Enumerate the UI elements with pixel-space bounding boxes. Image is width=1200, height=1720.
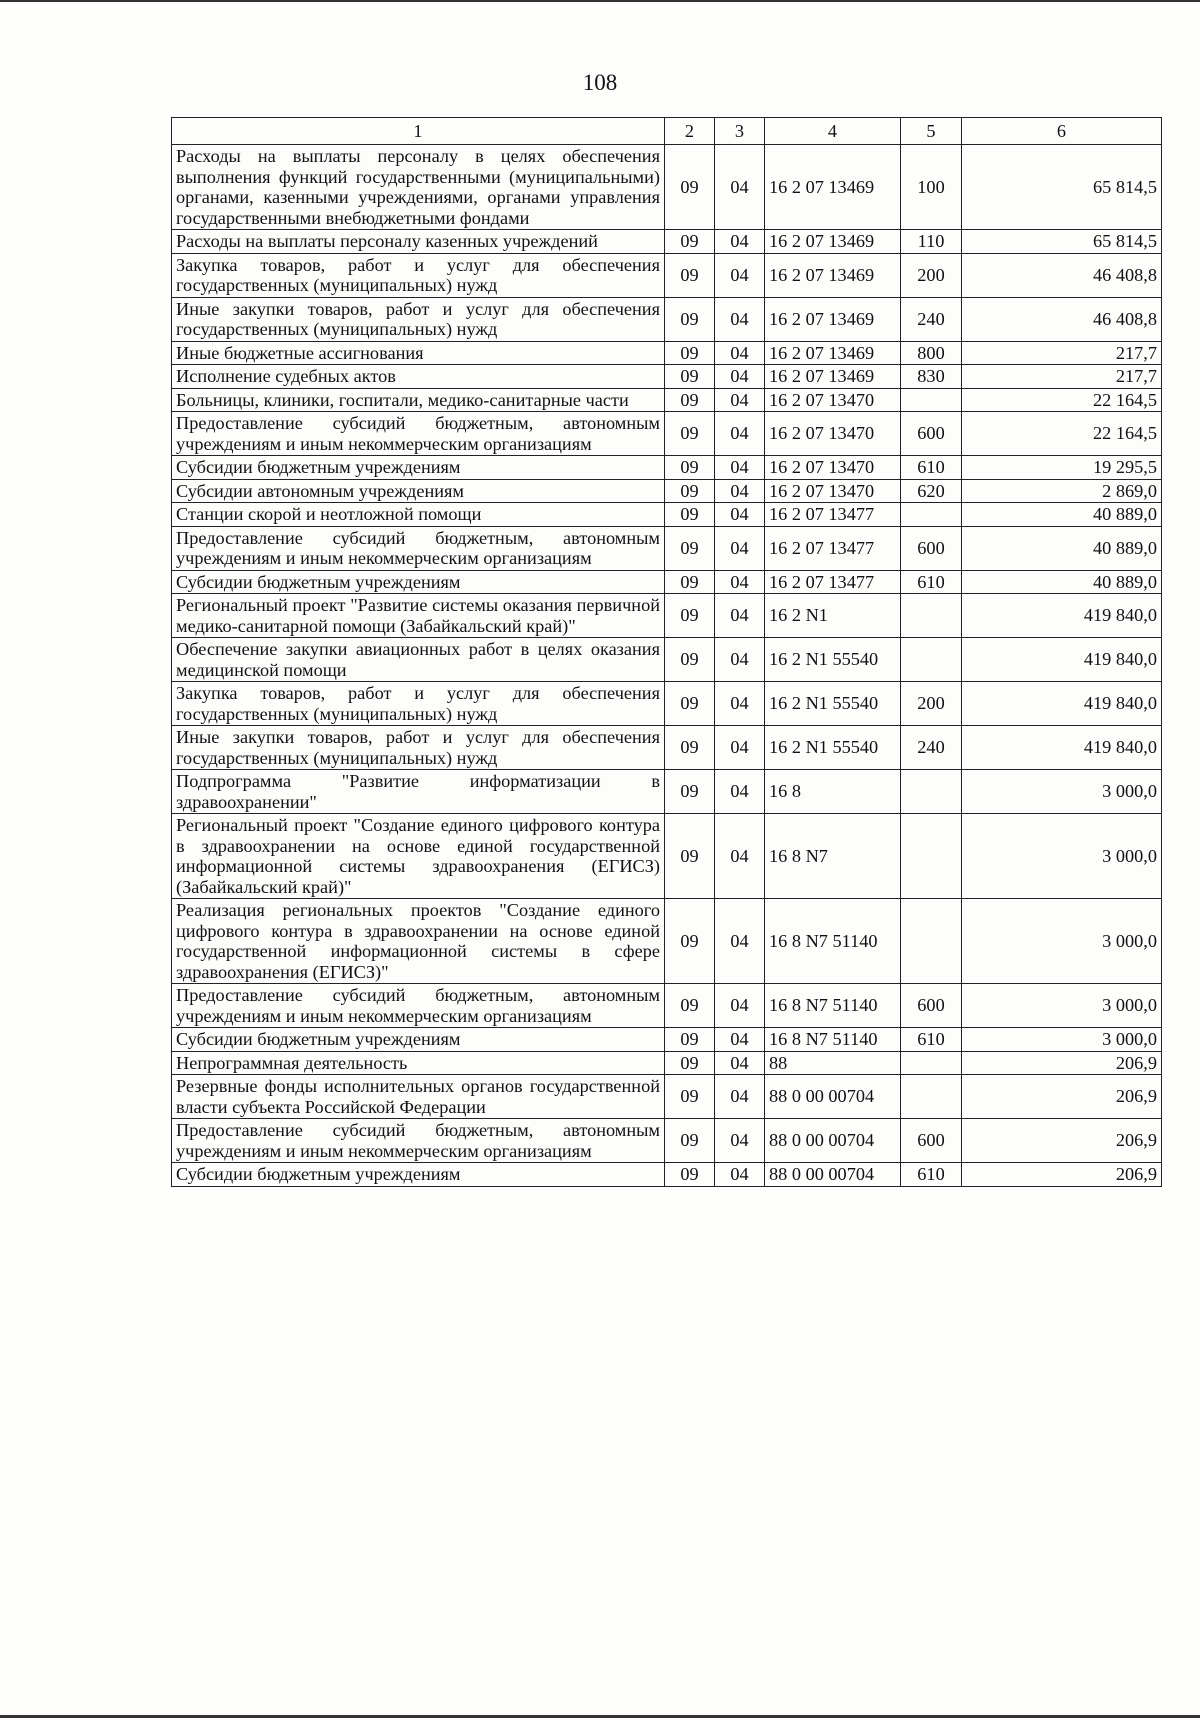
- row-amount: 65 814,5: [962, 145, 1162, 230]
- row-subsection-code: 04: [715, 594, 765, 638]
- row-amount: 419 840,0: [962, 726, 1162, 770]
- row-subsection-code: 04: [715, 1028, 765, 1052]
- row-amount: 217,7: [962, 365, 1162, 389]
- budget-table: [171, 117, 1162, 1187]
- table-row: [172, 594, 1162, 638]
- row-expense-type: 610: [901, 1163, 962, 1187]
- table-row: [172, 388, 1162, 412]
- row-expense-type: [901, 503, 962, 527]
- row-section-code: 09: [665, 230, 715, 254]
- row-target-article: 16 2 07 13470: [765, 456, 901, 480]
- row-description: Расходы на выплаты персоналу в целях обеспечения выполнения функций государственными (муниципальными) органами, казенными учреждениями, органами управления государственными внебюджетными фондами: [172, 145, 665, 230]
- row-target-article: 16 2 N1 55540: [765, 726, 901, 770]
- row-expense-type: 600: [901, 1119, 962, 1163]
- row-amount: 22 164,5: [962, 412, 1162, 456]
- row-subsection-code: 04: [715, 1075, 765, 1119]
- row-description: Предоставление субсидий бюджетным, автономным учреждениям и иным некоммерческим организациям: [172, 526, 665, 570]
- row-expense-type: 830: [901, 365, 962, 389]
- row-subsection-code: 04: [715, 479, 765, 503]
- table-row: [172, 479, 1162, 503]
- row-expense-type: 110: [901, 230, 962, 254]
- row-amount: 2 869,0: [962, 479, 1162, 503]
- row-amount: 46 408,8: [962, 253, 1162, 297]
- row-description: Реализация региональных проектов "Создание единого цифрового контура в здравоохранении на основе единой государственной информационной системы в сфере здравоохранения (ЕГИСЗ)": [172, 899, 665, 984]
- row-amount: 40 889,0: [962, 526, 1162, 570]
- row-section-code: 09: [665, 1163, 715, 1187]
- row-subsection-code: 04: [715, 253, 765, 297]
- row-target-article: 88 0 00 00704: [765, 1119, 901, 1163]
- row-amount: 206,9: [962, 1075, 1162, 1119]
- row-amount: 419 840,0: [962, 594, 1162, 638]
- table-row: [172, 145, 1162, 230]
- row-amount: 3 000,0: [962, 770, 1162, 814]
- row-target-article: 16 8 N7 51140: [765, 899, 901, 984]
- row-description: Субсидии бюджетным учреждениям: [172, 1163, 665, 1187]
- row-amount: 206,9: [962, 1163, 1162, 1187]
- table-row: [172, 412, 1162, 456]
- row-target-article: 16 2 07 13469: [765, 145, 901, 230]
- row-expense-type: 800: [901, 341, 962, 365]
- row-expense-type: [901, 770, 962, 814]
- row-description: Больницы, клиники, госпитали, медико-санитарные части: [172, 388, 665, 412]
- table-row: [172, 570, 1162, 594]
- row-description: Предоставление субсидий бюджетным, автономным учреждениям и иным некоммерческим организациям: [172, 984, 665, 1028]
- row-section-code: 09: [665, 770, 715, 814]
- row-section-code: 09: [665, 253, 715, 297]
- table-row: [172, 1028, 1162, 1052]
- row-description: Субсидии бюджетным учреждениям: [172, 570, 665, 594]
- row-subsection-code: 04: [715, 456, 765, 480]
- row-amount: 3 000,0: [962, 1028, 1162, 1052]
- row-amount: 217,7: [962, 341, 1162, 365]
- row-subsection-code: 04: [715, 341, 765, 365]
- table-row: [172, 814, 1162, 899]
- row-subsection-code: 04: [715, 899, 765, 984]
- table-row: [172, 365, 1162, 389]
- row-subsection-code: 04: [715, 1119, 765, 1163]
- row-expense-type: 240: [901, 297, 962, 341]
- row-description: Иные закупки товаров, работ и услуг для обеспечения государственных (муниципальных) нужд: [172, 726, 665, 770]
- row-amount: 206,9: [962, 1119, 1162, 1163]
- row-subsection-code: 04: [715, 526, 765, 570]
- row-subsection-code: 04: [715, 570, 765, 594]
- table-row: [172, 638, 1162, 682]
- row-target-article: 16 2 N1 55540: [765, 682, 901, 726]
- table-row: [172, 1075, 1162, 1119]
- scan-edge-top: [0, 0, 1200, 2]
- row-description: Иные закупки товаров, работ и услуг для обеспечения государственных (муниципальных) нужд: [172, 297, 665, 341]
- row-amount: 40 889,0: [962, 570, 1162, 594]
- row-section-code: 09: [665, 1119, 715, 1163]
- row-amount: 46 408,8: [962, 297, 1162, 341]
- table-row: [172, 253, 1162, 297]
- row-section-code: 09: [665, 341, 715, 365]
- row-description: Предоставление субсидий бюджетным, автономным учреждениям и иным некоммерческим организациям: [172, 1119, 665, 1163]
- row-target-article: 16 8: [765, 770, 901, 814]
- col-header: 6: [962, 118, 1162, 145]
- col-header: 3: [715, 118, 765, 145]
- row-section-code: 09: [665, 814, 715, 899]
- row-expense-type: 620: [901, 479, 962, 503]
- row-description: Закупка товаров, работ и услуг для обеспечения государственных (муниципальных) нужд: [172, 682, 665, 726]
- row-section-code: 09: [665, 388, 715, 412]
- row-expense-type: [901, 899, 962, 984]
- row-expense-type: 200: [901, 682, 962, 726]
- row-section-code: 09: [665, 526, 715, 570]
- row-target-article: 88 0 00 00704: [765, 1163, 901, 1187]
- row-target-article: 16 2 07 13469: [765, 230, 901, 254]
- row-description: Станции скорой и неотложной помощи: [172, 503, 665, 527]
- row-subsection-code: 04: [715, 503, 765, 527]
- scan-edge-bottom: [0, 1715, 1200, 1718]
- row-target-article: 16 2 07 13477: [765, 526, 901, 570]
- row-amount: 3 000,0: [962, 984, 1162, 1028]
- table-row: [172, 726, 1162, 770]
- row-expense-type: [901, 388, 962, 412]
- row-section-code: 09: [665, 638, 715, 682]
- row-target-article: 16 2 N1 55540: [765, 638, 901, 682]
- row-section-code: 09: [665, 1051, 715, 1075]
- row-description: Предоставление субсидий бюджетным, автономным учреждениям и иным некоммерческим организациям: [172, 412, 665, 456]
- row-target-article: 88: [765, 1051, 901, 1075]
- row-target-article: 16 2 07 13470: [765, 412, 901, 456]
- col-header: 5: [901, 118, 962, 145]
- row-section-code: 09: [665, 503, 715, 527]
- row-section-code: 09: [665, 479, 715, 503]
- row-subsection-code: 04: [715, 145, 765, 230]
- row-subsection-code: 04: [715, 388, 765, 412]
- row-target-article: 88 0 00 00704: [765, 1075, 901, 1119]
- row-expense-type: 100: [901, 145, 962, 230]
- row-subsection-code: 04: [715, 412, 765, 456]
- row-target-article: 16 2 07 13470: [765, 479, 901, 503]
- table-row: [172, 984, 1162, 1028]
- row-subsection-code: 04: [715, 682, 765, 726]
- row-target-article: 16 2 07 13469: [765, 365, 901, 389]
- row-section-code: 09: [665, 1075, 715, 1119]
- row-description: Субсидии бюджетным учреждениям: [172, 1028, 665, 1052]
- row-subsection-code: 04: [715, 984, 765, 1028]
- table-header-row: [172, 118, 1162, 145]
- row-description: Закупка товаров, работ и услуг для обеспечения государственных (муниципальных) нужд: [172, 253, 665, 297]
- table-row: [172, 230, 1162, 254]
- row-section-code: 09: [665, 456, 715, 480]
- row-description: Расходы на выплаты персоналу казенных учреждений: [172, 230, 665, 254]
- row-target-article: 16 2 07 13477: [765, 503, 901, 527]
- row-description: Исполнение судебных актов: [172, 365, 665, 389]
- table-row: [172, 682, 1162, 726]
- row-expense-type: 610: [901, 456, 962, 480]
- row-expense-type: [901, 1051, 962, 1075]
- row-expense-type: 200: [901, 253, 962, 297]
- page-number: 108: [582, 70, 618, 95]
- row-section-code: 09: [665, 297, 715, 341]
- row-subsection-code: 04: [715, 1051, 765, 1075]
- row-description: Региональный проект "Создание единого цифрового контура в здравоохранении на основе единой государственной информационной системы здравоохранения (ЕГИСЗ) (Забайкальский край)": [172, 814, 665, 899]
- row-amount: 419 840,0: [962, 638, 1162, 682]
- row-expense-type: 610: [901, 570, 962, 594]
- col-header: 1: [172, 118, 665, 145]
- row-expense-type: 610: [901, 1028, 962, 1052]
- row-amount: 206,9: [962, 1051, 1162, 1075]
- row-amount: 40 889,0: [962, 503, 1162, 527]
- row-section-code: 09: [665, 1028, 715, 1052]
- row-target-article: 16 2 N1: [765, 594, 901, 638]
- table-row: [172, 297, 1162, 341]
- table-row: [172, 1119, 1162, 1163]
- row-expense-type: 600: [901, 526, 962, 570]
- row-section-code: 09: [665, 594, 715, 638]
- row-subsection-code: 04: [715, 726, 765, 770]
- row-description: Резервные фонды исполнительных органов государственной власти субъекта Российской Федерации: [172, 1075, 665, 1119]
- row-section-code: 09: [665, 682, 715, 726]
- row-subsection-code: 04: [715, 365, 765, 389]
- row-target-article: 16 2 07 13470: [765, 388, 901, 412]
- table-row: [172, 503, 1162, 527]
- row-section-code: 09: [665, 984, 715, 1028]
- row-expense-type: 600: [901, 412, 962, 456]
- row-amount: 3 000,0: [962, 814, 1162, 899]
- row-target-article: 16 2 07 13469: [765, 297, 901, 341]
- row-target-article: 16 2 07 13477: [765, 570, 901, 594]
- row-description: Подпрограмма "Развитие информатизации в здравоохранении": [172, 770, 665, 814]
- row-description: Иные бюджетные ассигнования: [172, 341, 665, 365]
- row-section-code: 09: [665, 365, 715, 389]
- row-expense-type: [901, 638, 962, 682]
- row-section-code: 09: [665, 145, 715, 230]
- row-subsection-code: 04: [715, 230, 765, 254]
- row-description: Обеспечение закупки авиационных работ в целях оказания медицинской помощи: [172, 638, 665, 682]
- row-section-code: 09: [665, 726, 715, 770]
- row-description: Региональный проект "Развитие системы оказания первичной медико-санитарной помощи (Забайкальский край)": [172, 594, 665, 638]
- row-expense-type: [901, 814, 962, 899]
- table-row: [172, 899, 1162, 984]
- row-amount: 419 840,0: [962, 682, 1162, 726]
- row-amount: 3 000,0: [962, 899, 1162, 984]
- col-header: 2: [665, 118, 715, 145]
- row-subsection-code: 04: [715, 638, 765, 682]
- table-row: [172, 770, 1162, 814]
- row-expense-type: [901, 594, 962, 638]
- row-subsection-code: 04: [715, 770, 765, 814]
- row-target-article: 16 2 07 13469: [765, 341, 901, 365]
- table-row: [172, 1051, 1162, 1075]
- row-expense-type: 240: [901, 726, 962, 770]
- row-expense-type: [901, 1075, 962, 1119]
- table-row: [172, 1163, 1162, 1187]
- row-section-code: 09: [665, 570, 715, 594]
- col-header: 4: [765, 118, 901, 145]
- row-target-article: 16 2 07 13469: [765, 253, 901, 297]
- table-row: [172, 341, 1162, 365]
- row-target-article: 16 8 N7: [765, 814, 901, 899]
- table-row: [172, 456, 1162, 480]
- row-amount: 65 814,5: [962, 230, 1162, 254]
- table-row: [172, 526, 1162, 570]
- row-target-article: 16 8 N7 51140: [765, 984, 901, 1028]
- row-amount: 22 164,5: [962, 388, 1162, 412]
- row-subsection-code: 04: [715, 297, 765, 341]
- row-subsection-code: 04: [715, 1163, 765, 1187]
- row-section-code: 09: [665, 899, 715, 984]
- row-section-code: 09: [665, 412, 715, 456]
- row-expense-type: 600: [901, 984, 962, 1028]
- row-description: Непрограммная деятельность: [172, 1051, 665, 1075]
- row-target-article: 16 8 N7 51140: [765, 1028, 901, 1052]
- row-subsection-code: 04: [715, 814, 765, 899]
- row-description: Субсидии автономным учреждениям: [172, 479, 665, 503]
- row-description: Субсидии бюджетным учреждениям: [172, 456, 665, 480]
- row-amount: 19 295,5: [962, 456, 1162, 480]
